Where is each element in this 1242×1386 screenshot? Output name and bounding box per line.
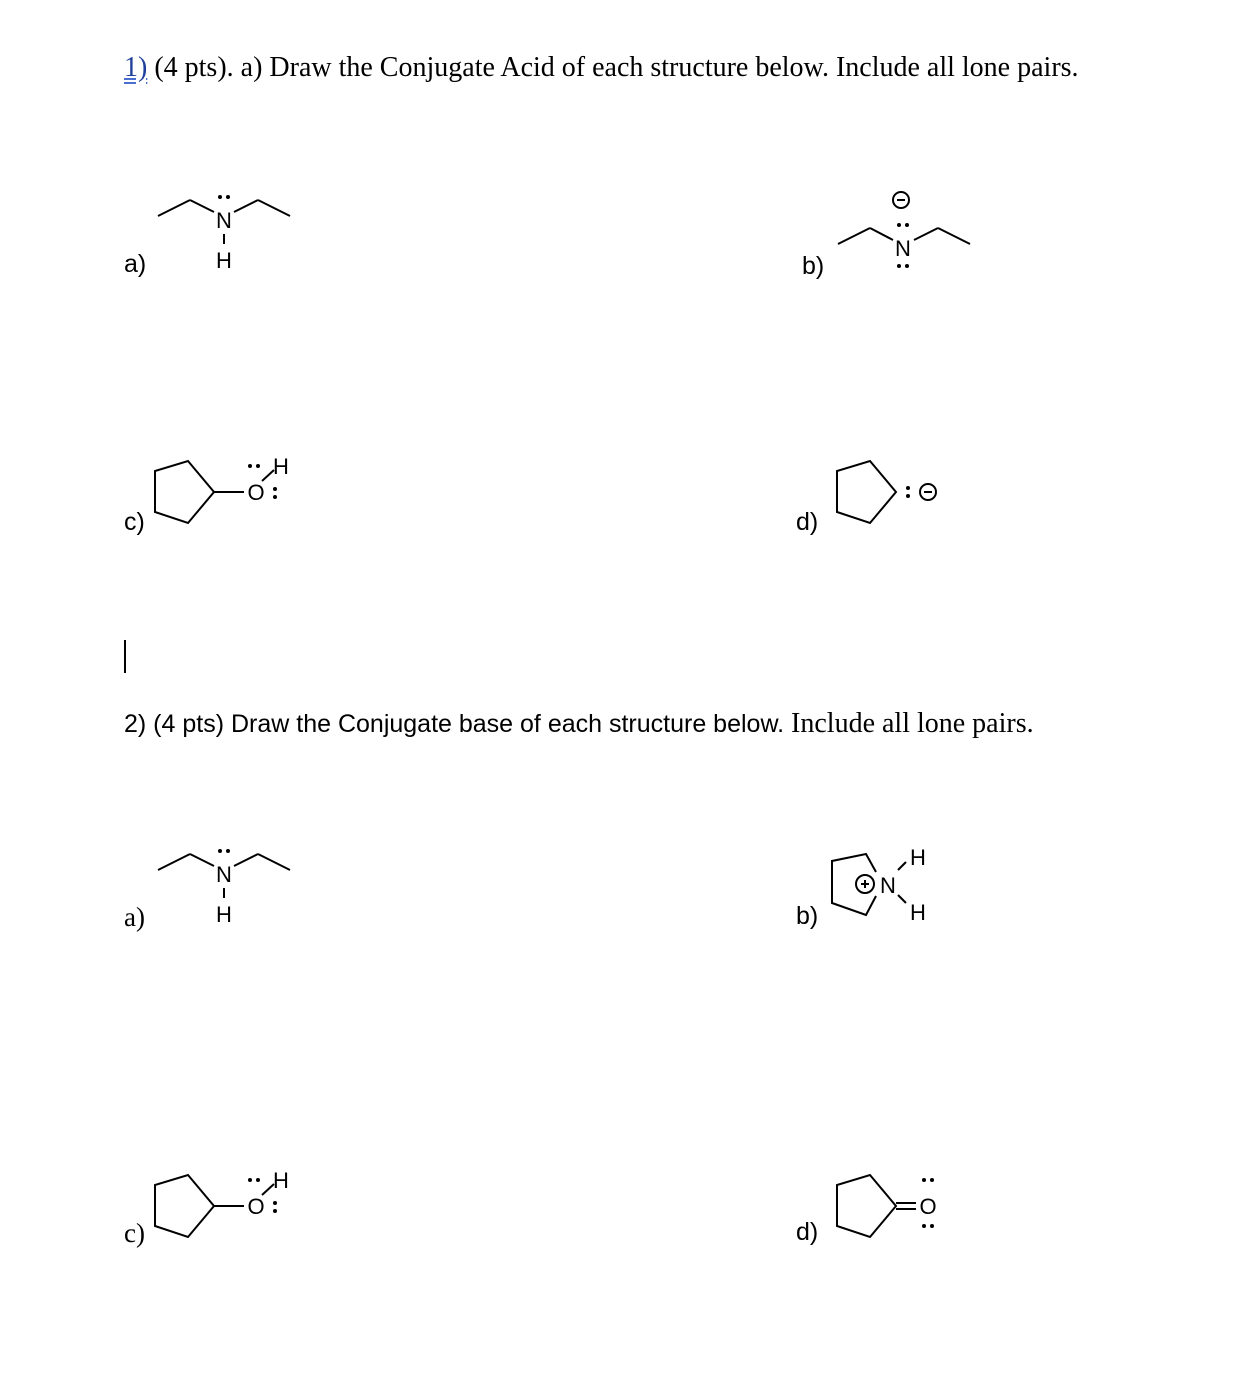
q1c-hydrogen: H [273,454,289,479]
q1a-nitrogen: N [216,208,232,233]
q2b-pyrrolidinium-structure [832,845,926,925]
q1-label-c: c) [124,508,145,536]
question-1-text: (4 pts). a) Draw the Conjugate Acid of each structure below. Include all lone pairs. [147,52,1079,83]
q1c-cyclopentanol-structure [155,454,289,523]
q2-label-a: a) [124,902,145,932]
q2c-cyclopentanol-structure [155,1168,289,1237]
q2d-oxygen: O [919,1194,937,1219]
q2b-nitrogen: N [880,873,896,898]
q1b-nitrogen: N [895,236,911,261]
q1-label-b: b) [802,252,825,280]
q2a-hydrogen: H [216,902,232,927]
question-2-tail: Include all lone pairs. [791,708,1034,739]
q2d-cyclopentanone-structure [837,1175,937,1237]
q1c-oxygen: O [247,480,265,505]
q2a-nitrogen: N [216,862,232,887]
q2c-oxygen: O [247,1194,265,1219]
q2-label-c: c) [124,1218,145,1248]
q1-label-a: a) [124,250,147,278]
q1a-hydrogen: H [216,248,232,273]
q1d-cyclopentyl-anion-structure [837,461,936,523]
q2c-hydrogen: H [273,1168,289,1193]
q1-label-d: d) [796,508,819,536]
question-2-text: 2) (4 pts) Draw the Conjugate base of each structure below. [124,710,792,738]
q2-label-b: b) [796,902,819,930]
q2a-diethylamine-structure [158,849,290,927]
q2-label-d: d) [796,1218,819,1246]
q2b-hydrogen-bottom: H [910,900,926,925]
q1a-diethylamine-structure [158,195,290,273]
q1b-diethylamide-anion-structure [838,192,970,268]
q2b-hydrogen-top: H [910,845,926,870]
question-1-number: 1) [124,52,148,83]
